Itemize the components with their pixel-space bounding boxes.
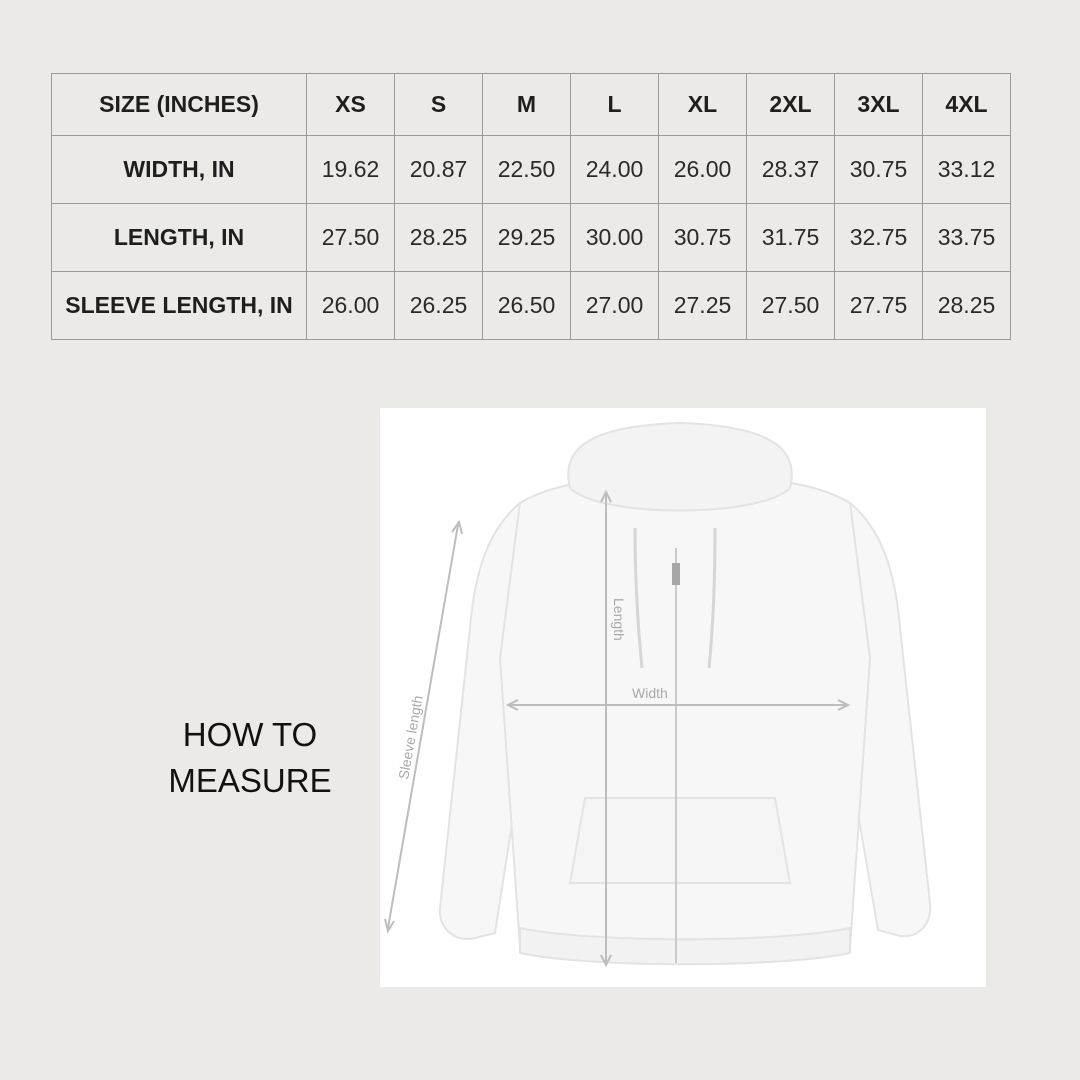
table-cell: 33.75 [923, 204, 1011, 272]
header-cell-m: M [483, 74, 571, 136]
table-cell: 24.00 [571, 136, 659, 204]
hoodie-shape [440, 423, 930, 964]
table-cell: 27.50 [307, 204, 395, 272]
zipper-pull [672, 563, 680, 585]
how-to-line-2: MEASURE [168, 762, 332, 799]
hoodie-illustration [380, 408, 986, 987]
table-row-length [52, 204, 1011, 272]
table-cell: 33.12 [923, 136, 1011, 204]
hoodie-measurement-diagram [380, 408, 986, 987]
row-label-width: WIDTH, IN [52, 136, 307, 204]
length-label: Length [611, 598, 627, 641]
table-cell: 28.25 [923, 272, 1011, 340]
table-row-sleeve-length [52, 272, 1011, 340]
header-cell-s: S [395, 74, 483, 136]
header-cell-size-inches: SIZE (INCHES) [52, 74, 307, 136]
table-cell: 28.25 [395, 204, 483, 272]
sleeve-length-label: Sleeve length [395, 694, 426, 781]
size-chart-table [51, 73, 1011, 340]
table-cell: 22.50 [483, 136, 571, 204]
table-cell: 26.00 [307, 272, 395, 340]
table-cell: 27.25 [659, 272, 747, 340]
table-row-width [52, 136, 1011, 204]
table-cell: 30.00 [571, 204, 659, 272]
table-cell: 26.50 [483, 272, 571, 340]
header-cell-xl: XL [659, 74, 747, 136]
header-cell-2xl: 2XL [747, 74, 835, 136]
table-cell: 28.37 [747, 136, 835, 204]
how-to-measure-heading [150, 712, 350, 804]
table-cell: 26.25 [395, 272, 483, 340]
table-cell: 20.87 [395, 136, 483, 204]
table-cell: 30.75 [659, 204, 747, 272]
table-cell: 26.00 [659, 136, 747, 204]
header-cell-l: L [571, 74, 659, 136]
width-label: Width [632, 685, 668, 701]
row-label-sleeve-length: SLEEVE LENGTH, IN [52, 272, 307, 340]
table-cell: 27.50 [747, 272, 835, 340]
table-cell: 27.00 [571, 272, 659, 340]
table-cell: 27.75 [835, 272, 923, 340]
table-cell: 29.25 [483, 204, 571, 272]
table-header-row [52, 74, 1011, 136]
header-cell-xs: XS [307, 74, 395, 136]
row-label-length: LENGTH, IN [52, 204, 307, 272]
table-cell: 31.75 [747, 204, 835, 272]
header-cell-4xl: 4XL [923, 74, 1011, 136]
table-cell: 32.75 [835, 204, 923, 272]
table-cell: 19.62 [307, 136, 395, 204]
how-to-line-1: HOW TO [182, 716, 318, 753]
table-cell: 30.75 [835, 136, 923, 204]
header-cell-3xl: 3XL [835, 74, 923, 136]
